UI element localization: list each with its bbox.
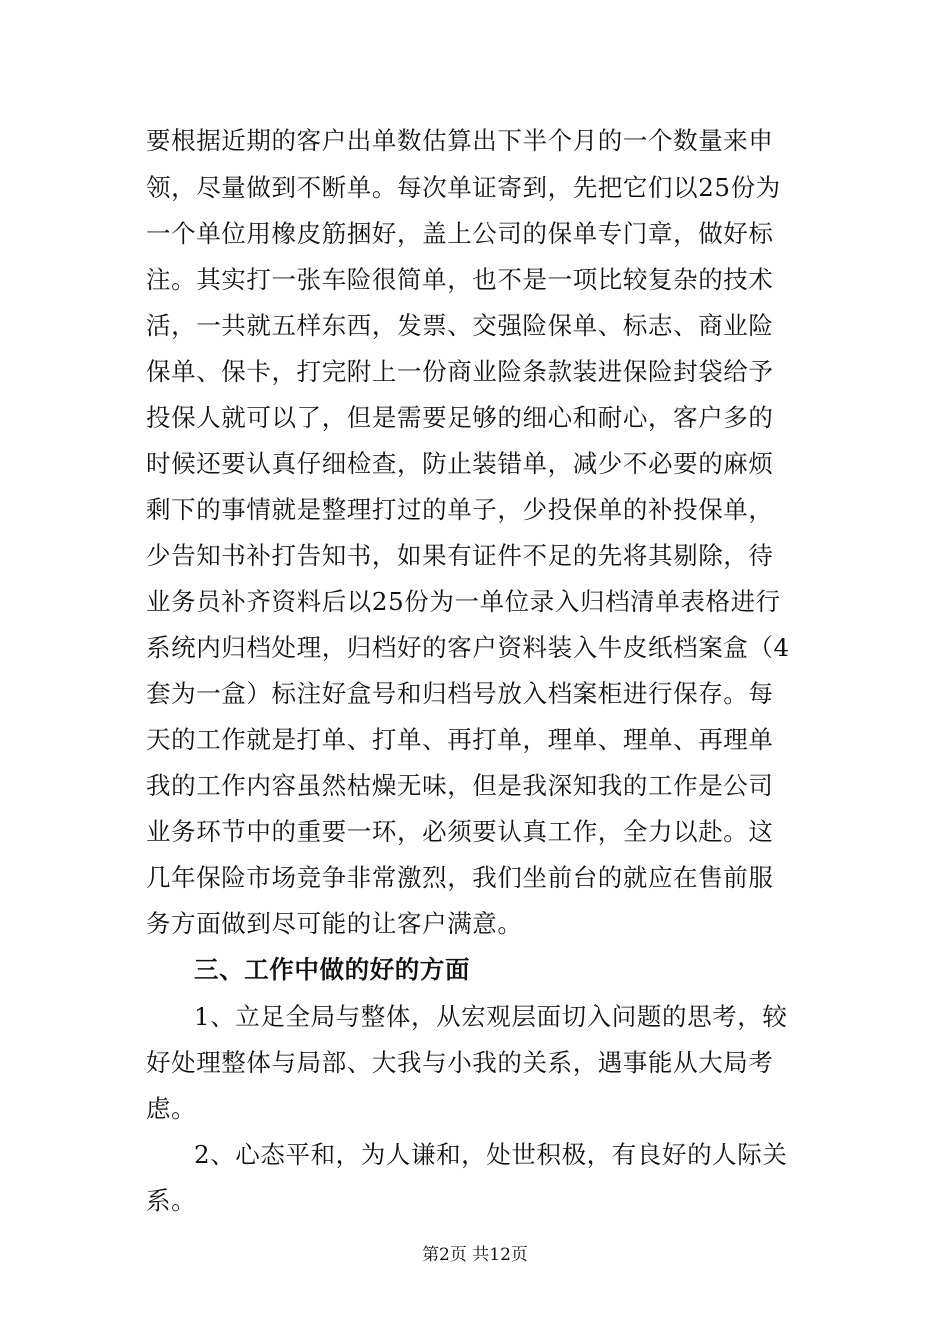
- body-line: 系统内归档处理，归档好的客户资料装入牛皮纸档案盒（4: [146, 633, 790, 662]
- body-line: 注。其实打一张车险很简单，也不是一项比较复杂的技术: [146, 265, 774, 294]
- body-line: 业务环节中的重要一环，必须要认真工作，全力以赴。这: [146, 817, 774, 846]
- body-line: 领，尽量做到不断单。每次单证寄到，先把它们以25份为: [146, 173, 781, 202]
- body-line: 少告知书补打告知书，如果有证件不足的先将其剔除，待: [146, 541, 774, 570]
- body-line: 业务员补齐资料后以25份为一单位录入归档清单表格进行: [146, 587, 781, 616]
- body-line: 我的工作内容虽然枯燥无味，但是我深知我的工作是公司: [146, 771, 774, 800]
- list-item-2-line: 系。: [146, 1186, 197, 1215]
- body-line: 天的工作就是打单、打单、再打单，理单、理单、再理单: [146, 725, 774, 754]
- list-item-2-line: 2、心态平和，为人谦和，处世积极，有良好的人际关: [194, 1140, 788, 1169]
- section-heading: 三、工作中做的好的方面: [194, 955, 471, 984]
- list-item-1-line: 虑。: [146, 1094, 197, 1123]
- body-line: 套为一盒）标注好盒号和归档号放入档案柜进行保存。每: [146, 679, 774, 708]
- body-line: 时候还要认真仔细检查，防止装错单，减少不必要的麻烦: [146, 449, 774, 478]
- body-line: 活，一共就五样东西，发票、交强险保单、标志、商业险: [146, 311, 774, 340]
- body-line: 剩下的事情就是整理打过的单子，少投保单的补投保单，: [146, 495, 774, 524]
- page-number-footer: 第2页 共12页: [422, 1245, 528, 1265]
- body-line: 要根据近期的客户出单数估算出下半个月的一个数量来申: [146, 126, 774, 155]
- list-item-1-line: 1、立足全局与整体，从宏观层面切入问题的思考，较: [194, 1002, 788, 1031]
- body-line: 保单、保卡，打完附上一份商业险条款装进保险封袋给予: [146, 357, 774, 386]
- list-item-1-line: 好处理整体与局部、大我与小我的关系，遇事能从大局考: [146, 1048, 774, 1077]
- body-line: 一个单位用橡皮筋捆好，盖上公司的保单专门章，做好标: [146, 219, 774, 248]
- body-line: 投保人就可以了，但是需要足够的细心和耐心，客户多的: [146, 403, 774, 432]
- body-line: 务方面做到尽可能的让客户满意。: [146, 909, 523, 938]
- body-line: 几年保险市场竞争非常激烈，我们坐前台的就应在售前服: [146, 863, 774, 892]
